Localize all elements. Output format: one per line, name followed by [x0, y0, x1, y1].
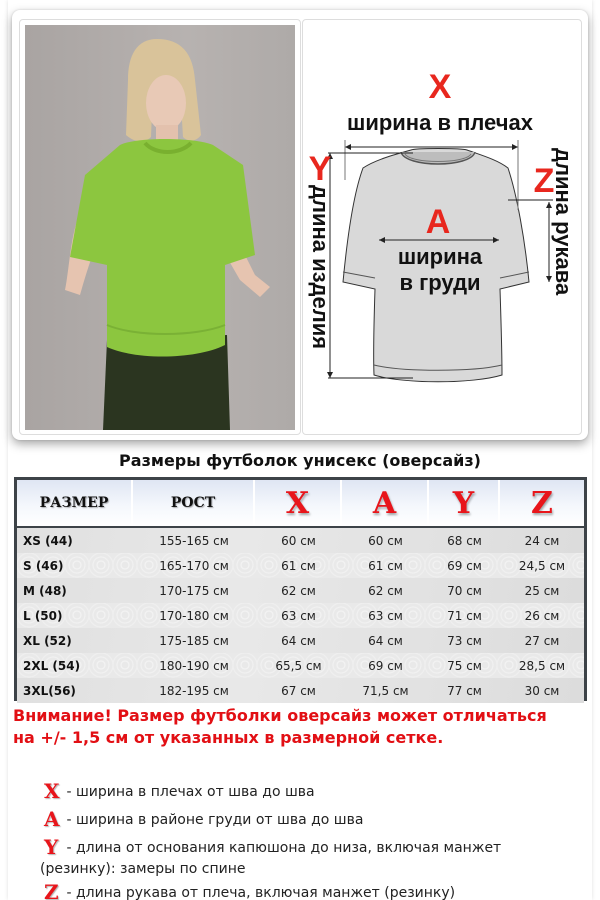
cell-z: 25 см: [524, 583, 560, 598]
y-text: длина изделия: [308, 185, 333, 350]
legend-letter-a: A: [44, 807, 60, 831]
legend-item-y: [44, 836, 501, 860]
size-warning: Внимание! Размер футболки оверсайз может отличаться на +/- 1,5 см от указанных в размерной сетке.: [13, 706, 547, 747]
cell-a: 63 см: [368, 608, 403, 623]
model-illustration: [25, 25, 295, 430]
cell-height: 182-195 см: [159, 683, 229, 698]
table-row: [17, 603, 584, 628]
cell-a: 62 см: [368, 583, 403, 598]
table-row: [17, 653, 584, 678]
legend-text-a: - ширина в районе груди от шва до шва: [62, 812, 364, 828]
cell-y: 70 см: [447, 583, 482, 598]
tshirt-diagram: [303, 20, 582, 435]
cell-size: S (46): [23, 558, 64, 573]
cell-y: 69 см: [447, 558, 482, 573]
cell-x: 65,5 см: [275, 658, 322, 673]
cell-x: 63 см: [281, 608, 316, 623]
cell-y: 73 см: [447, 633, 482, 648]
cell-x: 62 см: [281, 583, 316, 598]
cell-size: XL (52): [23, 633, 72, 648]
cell-height: 155-165 см: [159, 533, 229, 548]
header-z: Z: [531, 485, 553, 521]
header-size: РАЗМЕР: [17, 480, 133, 526]
cell-size: 3XL(56): [23, 683, 76, 698]
legend-letter-z: Z: [44, 880, 59, 900]
cell-z: 30 см: [524, 683, 560, 698]
cell-height: 180-190 см: [159, 658, 229, 673]
cell-y: 68 см: [447, 533, 482, 548]
cell-x: 60 см: [281, 533, 316, 548]
cell-y: 75 см: [447, 658, 482, 673]
cell-a: 61 см: [368, 558, 403, 573]
legend-item-x: [44, 780, 315, 804]
table-row: [17, 553, 584, 578]
legend-item-y-continued: [40, 858, 246, 881]
y-letter: Y: [308, 150, 332, 188]
cell-a: 71,5 см: [362, 683, 409, 698]
table-title: Размеры футболок унисекс (оверсайз): [119, 451, 481, 470]
legend-text-z: - длина рукава от плеча, включая манжет (резинку): [62, 885, 456, 900]
a-text-line1: ширина: [397, 244, 483, 269]
table-row: [17, 678, 584, 703]
model-photo: [25, 25, 295, 430]
legend-text-y: - длина от основания капюшона до низа, включая манжет: [62, 840, 502, 856]
legend-item-a: [44, 808, 363, 832]
table-row: [17, 578, 584, 603]
x-letter: X: [428, 68, 452, 106]
cell-a: 69 см: [368, 658, 403, 673]
cell-size: XS (44): [23, 533, 73, 548]
cell-z: 26 см: [524, 608, 560, 623]
z-text: длина рукава: [551, 148, 576, 296]
legend-text-x: - ширина в плечах от шва до шва: [62, 784, 315, 800]
cell-z: 24,5 см: [518, 558, 566, 573]
cell-size: 2XL (54): [23, 658, 81, 673]
cell-a: 64 см: [368, 633, 403, 648]
cell-height: 175-185 см: [159, 633, 229, 648]
a-letter: A: [425, 203, 451, 241]
header-height: РОСТ: [133, 480, 255, 526]
header-x: X: [255, 480, 342, 526]
size-table: [14, 477, 587, 701]
legend-item-z: [44, 881, 455, 900]
cell-height: 170-175 см: [159, 583, 229, 598]
cell-x: 64 см: [281, 633, 316, 648]
cell-a: 60 см: [368, 533, 403, 548]
cell-z: 24 см: [524, 533, 560, 548]
header-y: Y: [429, 480, 500, 526]
product-photo-card: [19, 19, 301, 435]
table-row: [17, 628, 584, 653]
z-letter: Z: [533, 162, 555, 200]
cell-x: 61 см: [281, 558, 316, 573]
header-a: A: [342, 480, 429, 526]
cell-y: 71 см: [447, 608, 482, 623]
x-text: ширина в плечах: [346, 110, 534, 135]
cell-size: L (50): [23, 608, 63, 623]
product-hero: [12, 10, 588, 440]
cell-height: 165-170 см: [159, 558, 229, 573]
cell-z: 27 см: [524, 633, 560, 648]
cell-y: 77 см: [447, 683, 482, 698]
table-header-row: [17, 480, 584, 528]
legend-letter-y: Y: [44, 835, 59, 859]
legend-letter-x: X: [44, 779, 60, 803]
measurement-diagram: [302, 19, 582, 435]
cell-size: M (48): [23, 583, 67, 598]
a-text-line2: в груди: [399, 270, 481, 295]
cell-x: 67 см: [281, 683, 316, 698]
cell-height: 170-180 см: [159, 608, 229, 623]
cell-z: 28,5 см: [518, 658, 566, 673]
table-row: [17, 528, 584, 553]
legend-text-y-line2: (резинку): замеры по спине: [40, 861, 246, 877]
